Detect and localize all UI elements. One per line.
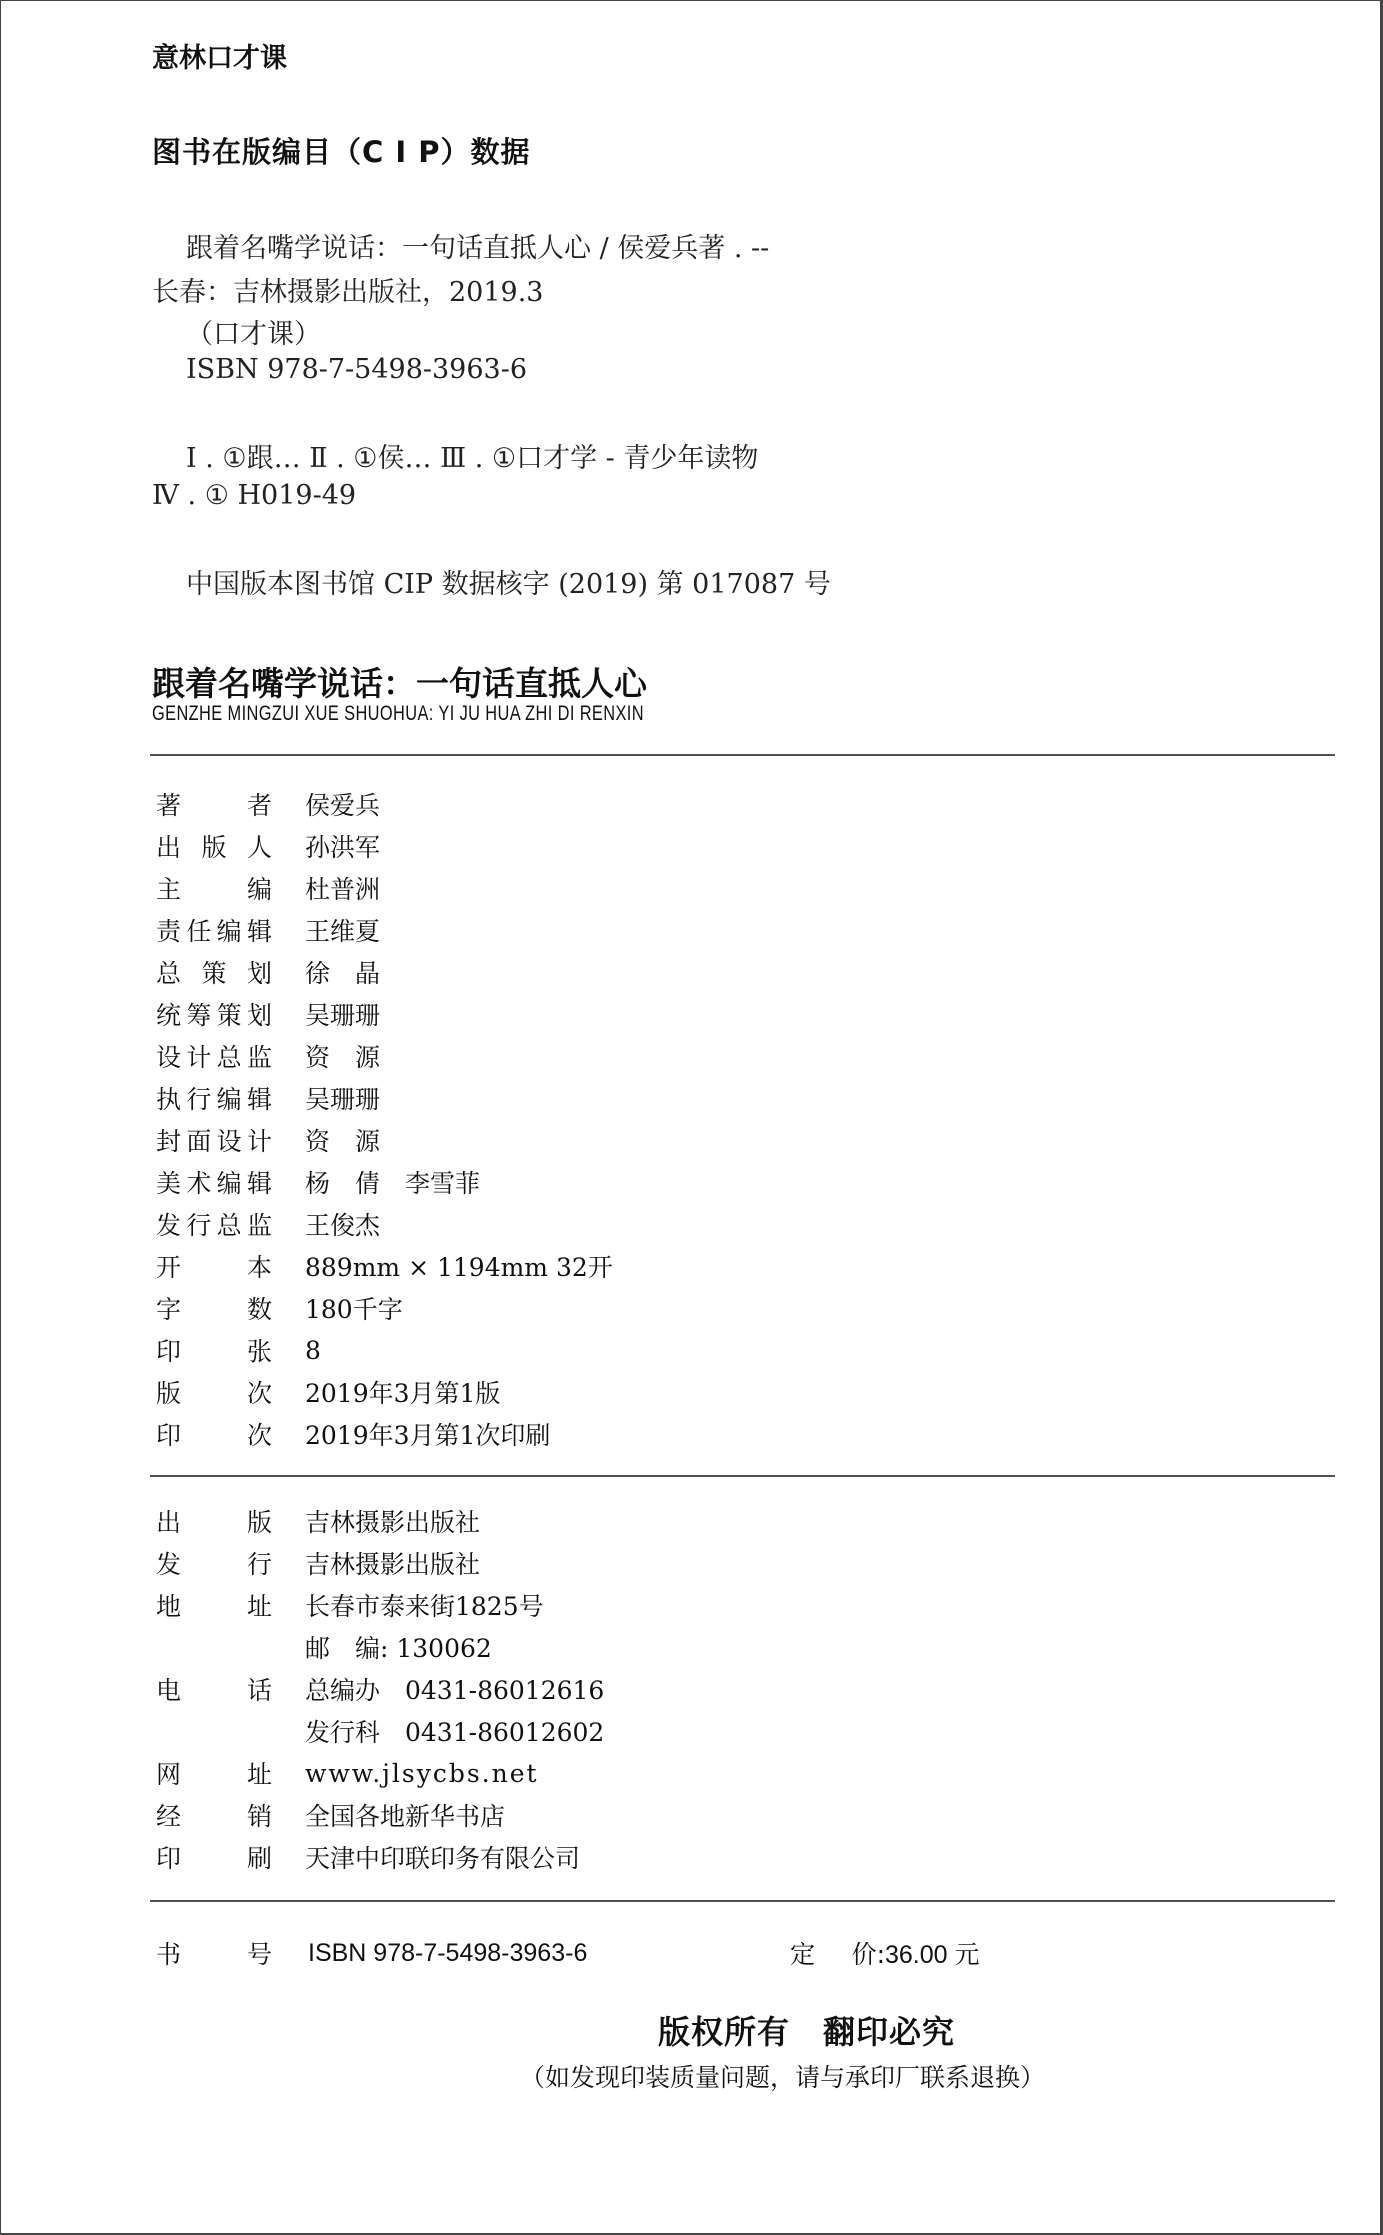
- credit-label: 统 筹 策 划: [156, 1001, 272, 1030]
- credit-value: 资 源: [305, 1127, 381, 1156]
- publisher-info-value: 天津中印联印务有限公司: [305, 1844, 581, 1873]
- publisher-info-row: [156, 1586, 544, 1624]
- book-number-value: ISBN 978-7-5498-3963-6: [308, 1938, 588, 1967]
- credit-row: [156, 1079, 380, 1117]
- publisher-info-label: 经 销: [156, 1802, 272, 1831]
- publisher-info-value: 发行科 0431-86012602: [305, 1718, 605, 1747]
- book-title: 跟着名嘴学说话：一句话直抵人心: [152, 664, 647, 703]
- cip-line-title: 跟着名嘴学说话：一句话直抵人心 / 侯爱兵著 . --: [186, 233, 770, 264]
- credit-label: 主 编: [156, 875, 272, 904]
- divider: [150, 1900, 1335, 1902]
- publisher-info-label: 发 行: [156, 1550, 272, 1579]
- cip-line-subjects: Ⅰ . ①跟… Ⅱ . ①侯… Ⅲ . ①口才学 - 青少年读物: [186, 443, 759, 474]
- credit-label: 印 次: [156, 1421, 272, 1450]
- publisher-info-value: 吉林摄影出版社: [305, 1508, 481, 1537]
- divider: [150, 1475, 1335, 1477]
- cip-line-record-number: 中国版本图书馆 CIP 数据核字 (2019) 第 017087 号: [186, 569, 831, 600]
- publisher-info-value: 总编办 0431-86012616: [305, 1676, 605, 1705]
- book-number-label: 书 号: [156, 1940, 272, 1969]
- credit-value: 180千字: [305, 1295, 403, 1324]
- credit-row: [156, 911, 380, 949]
- credit-value: 2019年3月第1版: [305, 1379, 501, 1408]
- credit-label: 执 行 编 辑: [156, 1085, 272, 1114]
- credit-value: 资 源: [305, 1043, 381, 1072]
- credit-label: 印 张: [156, 1337, 272, 1366]
- cip-line-isbn: ISBN 978-7-5498-3963-6: [186, 354, 528, 385]
- publisher-info-row: [156, 1544, 480, 1582]
- credit-row: [156, 953, 380, 991]
- credit-value: 889mm × 1194mm 32开: [305, 1253, 613, 1282]
- credit-row: [156, 1163, 480, 1201]
- credit-label: 总 策 划: [156, 959, 272, 988]
- publisher-info-value: 长春市泰来街1825号: [305, 1592, 544, 1621]
- credit-value: 杜普洲: [305, 875, 381, 904]
- credit-value: 孙洪军: [305, 833, 381, 862]
- publisher-info-value: 邮 编: 130062: [305, 1634, 492, 1663]
- publisher-info-label: 电 话: [156, 1676, 272, 1705]
- publisher-info-row: [156, 1754, 539, 1792]
- credit-row: [156, 827, 380, 865]
- divider: [150, 754, 1335, 756]
- credit-label: 责 任 编 辑: [156, 917, 272, 946]
- credit-label: 著 者: [156, 791, 272, 820]
- price-label: 定 价:: [790, 1940, 885, 1969]
- credit-label: 出 版 人: [156, 833, 272, 862]
- credit-row: [156, 1205, 380, 1243]
- cip-line-publisher: 长春：吉林摄影出版社，2019.3: [152, 277, 544, 308]
- cip-heading: 图书在版编目（C I P）数据: [152, 135, 531, 169]
- credit-label: 设 计 总 监: [156, 1043, 272, 1072]
- copyright-notice: 版权所有 翻印必究: [658, 2013, 956, 2051]
- series-name: 意林口才课: [152, 43, 287, 74]
- credit-label: 发 行 总 监: [156, 1211, 272, 1240]
- publisher-info-value: www.jlsycbs.net: [305, 1758, 539, 1788]
- credit-row: [156, 1289, 403, 1327]
- credit-value: 徐 晶: [305, 959, 381, 988]
- credit-value: 王俊杰: [305, 1211, 381, 1240]
- publisher-info-row: [156, 1712, 604, 1750]
- credit-row: [156, 785, 380, 823]
- credit-label: 版 次: [156, 1379, 272, 1408]
- publisher-info-row: [156, 1796, 505, 1834]
- credit-value: 王维夏: [305, 917, 381, 946]
- credit-row: [156, 1121, 380, 1159]
- credit-value: 2019年3月第1次印刷: [305, 1421, 551, 1450]
- credit-value: 侯爱兵: [305, 791, 381, 820]
- publisher-info-label: 网 址: [156, 1760, 272, 1789]
- return-notice: （如发现印装质量问题，请与承印厂联系退换）: [520, 2063, 1046, 2092]
- credit-value: 吴珊珊: [305, 1085, 381, 1114]
- credit-value: 吴珊珊: [305, 1001, 381, 1030]
- publisher-info-row: [156, 1502, 480, 1540]
- cip-line-series: （口才课）: [186, 319, 321, 350]
- credit-row: [156, 869, 380, 907]
- credit-value: 8: [305, 1335, 321, 1365]
- publisher-info-row: [156, 1838, 580, 1876]
- credit-value: 杨 倩 李雪菲: [305, 1169, 481, 1198]
- credit-label: 字 数: [156, 1295, 272, 1324]
- credit-row: [156, 1415, 550, 1453]
- publisher-info-row: [156, 1628, 492, 1666]
- credit-label: 美 术 编 辑: [156, 1169, 272, 1198]
- publisher-info-value: 吉林摄影出版社: [305, 1550, 481, 1579]
- publisher-info-label: 印 刷: [156, 1844, 272, 1873]
- book-pinyin: GENZHE MINGZUI XUE SHUOHUA: YI JU HUA ZHI DI RENXIN: [152, 702, 644, 725]
- credit-row: [156, 1037, 380, 1075]
- credit-label: 开 本: [156, 1253, 272, 1282]
- publisher-info-row: [156, 1670, 604, 1708]
- price-value: 36.00 元: [885, 1941, 980, 1969]
- book-number-row: [156, 1935, 587, 1971]
- publisher-info-value: 全国各地新华书店: [305, 1802, 506, 1831]
- credit-row: [156, 1247, 613, 1285]
- cip-line-classification: Ⅳ . ① H019-49: [152, 480, 357, 511]
- publisher-info-label: 出 版: [156, 1508, 272, 1537]
- credit-row: [156, 995, 380, 1033]
- credit-label: 封 面 设 计: [156, 1127, 272, 1156]
- credit-row: [156, 1331, 321, 1369]
- credit-row: [156, 1373, 500, 1411]
- publisher-info-label: 地 址: [156, 1592, 272, 1621]
